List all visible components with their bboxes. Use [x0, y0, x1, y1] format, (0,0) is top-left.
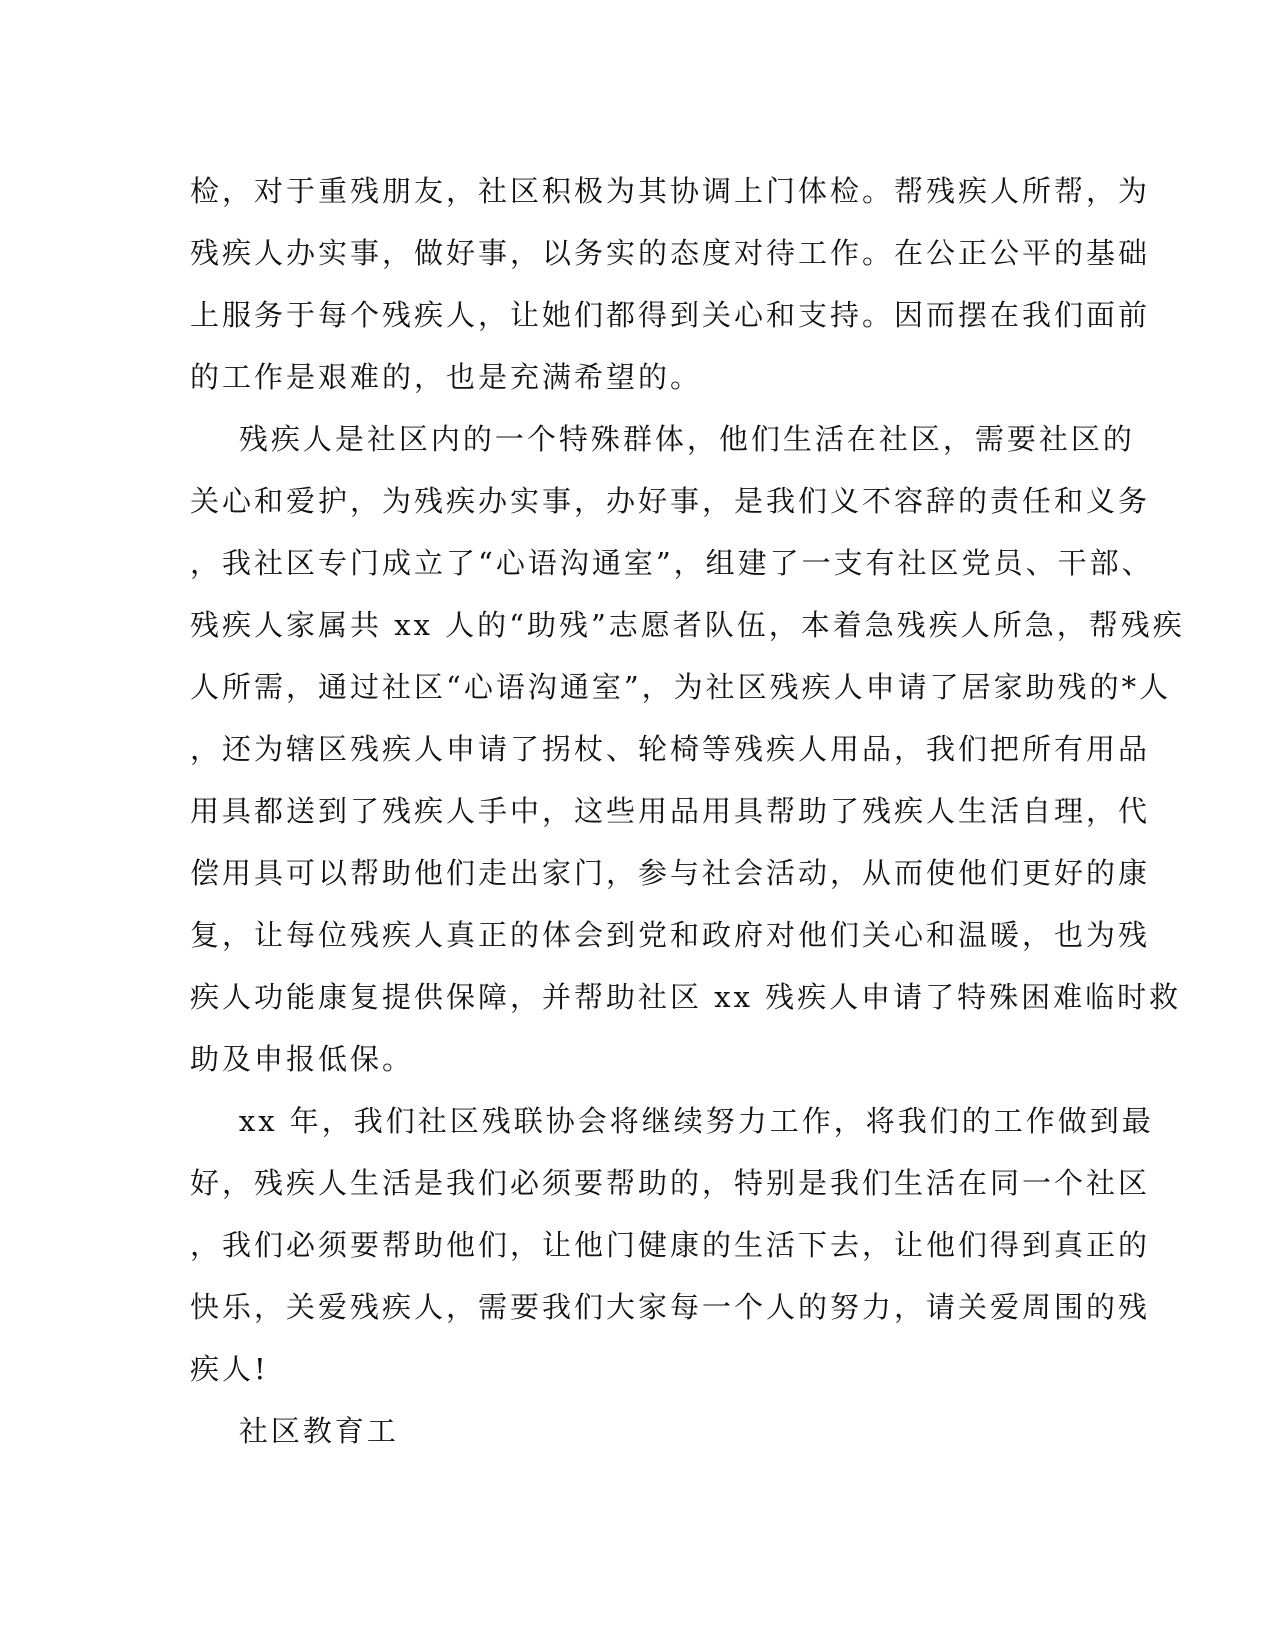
paragraph-1: [190, 160, 1151, 408]
text-line: 用具都送到了残疾人手中，这些用品用具帮助了残疾人生活自理，代: [190, 794, 1151, 828]
document-body: [190, 160, 1185, 1462]
text-line: 残疾人办实事，做好事，以务实的态度对待工作。在公正公平的基础: [190, 236, 1151, 270]
text-line: ，我们必须要帮助他们，让他门健康的生活下去，让他们得到真正的: [190, 1228, 1151, 1262]
text-line: ，我社区专门成立了“心语沟通室”，组建了一支有社区党员、干部、: [190, 546, 1154, 580]
text-line: 疾人!: [190, 1352, 269, 1386]
paragraph-3: [190, 1090, 1154, 1400]
text-line: 的工作是艰难的，也是充满希望的。: [190, 360, 703, 394]
text-line: 社区教育工: [190, 1414, 399, 1448]
text-line: 好，残疾人生活是我们必须要帮助的，特别是我们生活在同一个社区: [190, 1166, 1151, 1200]
text-line: 上服务于每个残疾人，让她们都得到关心和支持。因而摆在我们面前: [190, 298, 1151, 332]
text-line: 助及申报低保。: [190, 1042, 415, 1076]
text-line: 疾人功能康复提供保障，并帮助社区 xx 残疾人申请了特殊困难临时救: [190, 980, 1182, 1014]
text-line: ，还为辖区残疾人申请了拐杖、轮椅等残疾人用品，我们把所有用品: [190, 732, 1151, 766]
text-line: 偿用具可以帮助他们走出家门，参与社会活动，从而使他们更好的康: [190, 856, 1151, 890]
text-line: 人所需，通过社区“心语沟通室”，为社区残疾人申请了居家助残的*人: [190, 670, 1172, 704]
text-line: 残疾人家属共 xx 人的“助残”志愿者队伍，本着急残疾人所急，帮残疾: [190, 608, 1185, 642]
text-line: 关心和爱护，为残疾办实事，办好事，是我们义不容辞的责任和义务: [190, 484, 1151, 518]
text-line: xx 年，我们社区残联协会将继续努力工作，将我们的工作做到最: [190, 1104, 1154, 1138]
text-line: 检，对于重残朋友，社区积极为其协调上门体检。帮残疾人所帮，为: [190, 174, 1151, 208]
paragraph-4: [190, 1400, 1090, 1462]
text-line: 复，让每位残疾人真正的体会到党和政府对他们关心和温暖，也为残: [190, 918, 1151, 952]
text-line: 残疾人是社区内的一个特殊群体，他们生活在社区，需要社区的: [190, 422, 1135, 456]
paragraph-2: [190, 408, 1185, 1090]
text-line: 快乐，关爱残疾人，需要我们大家每一个人的努力，请关爱周围的残: [190, 1290, 1151, 1324]
